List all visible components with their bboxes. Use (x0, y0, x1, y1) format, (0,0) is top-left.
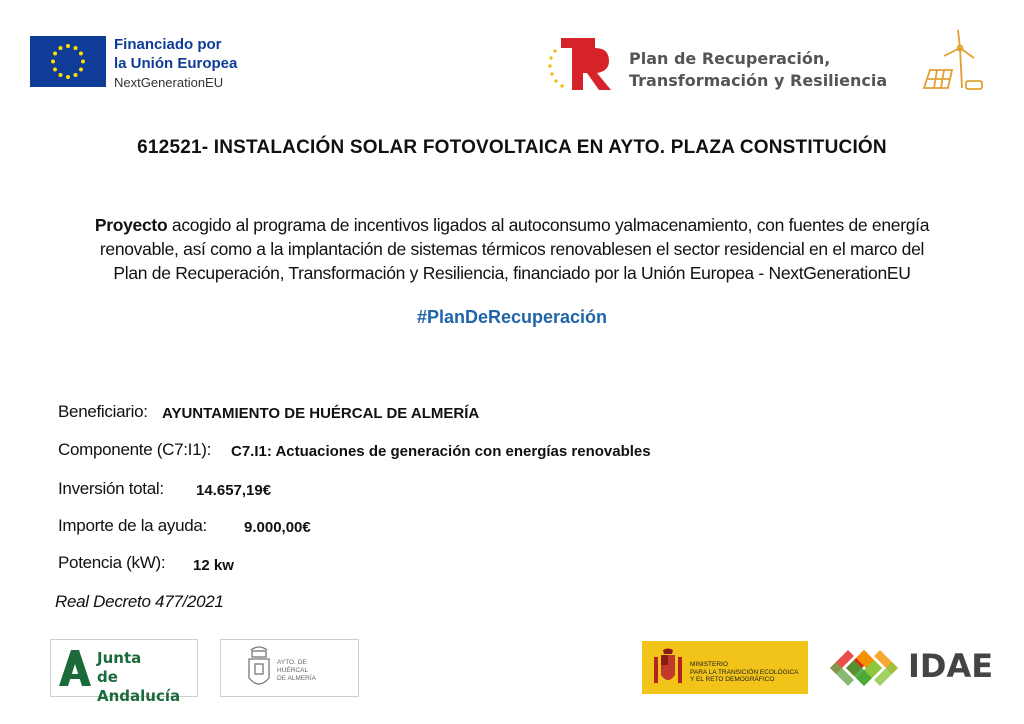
eu-line-3: NextGenerationEU (114, 75, 224, 90)
ayto-line-1: AYTO. DE (277, 659, 307, 666)
componente-label: Componente (C7:I1): (58, 440, 212, 459)
ayto-huercal-logo (220, 639, 359, 697)
ministerio-line-3: Y EL RETO DEMOGRÁFICO (690, 676, 775, 683)
idae-diamond-icon (824, 640, 904, 696)
coat-of-arms-icon (245, 644, 273, 692)
junta-andalucia-logo (50, 639, 198, 705)
prtr-title (629, 48, 887, 92)
prtr-line-2: Transformación y Resiliencia (629, 71, 888, 90)
beneficiario-label: Beneficiario: (58, 402, 148, 421)
ministerio-line-2: PARA LA TRANSICIÓN ECOLÓGICA (690, 668, 799, 676)
wind-solar-icon (918, 26, 988, 96)
description-line-2: renovable, así como a la implantación de sistemas térmicos renovablesen el sector residencial en el marco del (99, 239, 925, 259)
decree-reference: Real Decreto 477/2021 (55, 592, 224, 611)
project-description (50, 213, 974, 285)
potencia-value: 12 kw (193, 557, 234, 574)
ayto-line-2: HUÉRCAL (277, 667, 309, 674)
description-line-3: Plan de Recuperación, Transformación y Resiliencia, financiado por la Unión Europea - NextGenerationEU (113, 263, 911, 283)
ayto-line-3: DE ALMERÍA (277, 675, 317, 682)
project-title: 612521- INSTALACIÓN SOLAR FOTOVOLTAICA EN AYTO. PLAZA CONSTITUCIÓN (137, 137, 887, 158)
inversion-label: Inversión total: (58, 479, 164, 498)
ministerio-logo (642, 641, 808, 694)
potencia-label: Potencia (kW): (58, 553, 166, 572)
prtr-line-1: Plan de Recuperación, (629, 49, 831, 68)
eu-funding-label (114, 35, 237, 92)
ministerio-line-1: MINISTERIO (690, 661, 728, 668)
description-lead: Proyecto (94, 215, 168, 235)
junta-line-1: Junta (97, 649, 142, 667)
eu-flag-icon (30, 36, 106, 87)
importe-label: Importe de la ayuda: (58, 516, 207, 535)
beneficiario-value: AYUNTAMIENTO DE HUÉRCAL DE ALMERÍA (162, 405, 480, 422)
idae-label: IDAE (908, 647, 994, 685)
componente-value: C7.I1: Actuaciones de generación con energías renovables (231, 443, 651, 460)
eu-line-1: Financiado por (114, 36, 222, 53)
eu-line-2: la Unión Europea (114, 55, 238, 72)
hashtag: #PlanDeRecuperación (416, 307, 608, 327)
inversion-value: 14.657,19€ (196, 482, 272, 499)
importe-value: 9.000,00€ (244, 519, 311, 536)
spain-coat-of-arms-icon (650, 647, 686, 689)
junta-line-2: de Andalucía (97, 668, 181, 705)
description-line-1: acogido al programa de incentivos ligados al autoconsumo yalmacenamiento, con fuentes de energía (167, 215, 930, 235)
junta-a-icon (57, 648, 93, 688)
prtr-logo-icon (545, 33, 615, 93)
idae-logo (824, 640, 994, 696)
